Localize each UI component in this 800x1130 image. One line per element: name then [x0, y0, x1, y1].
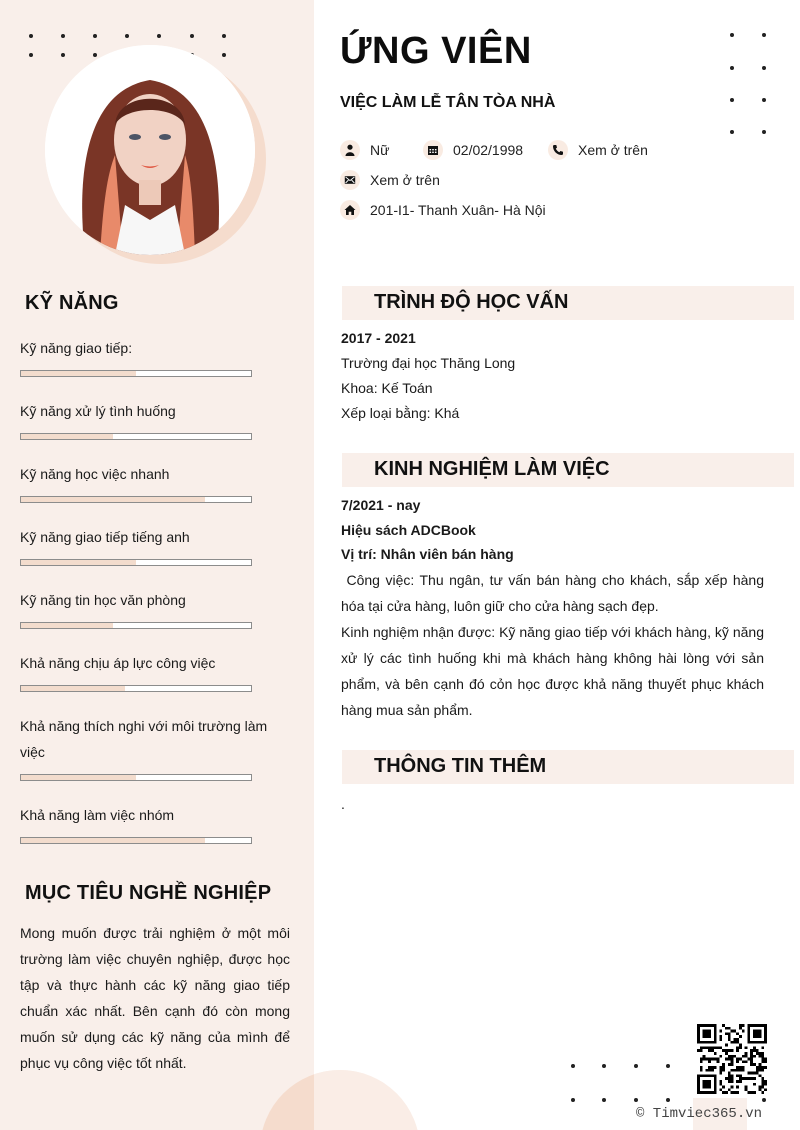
skill-item	[20, 587, 280, 629]
candidate-name: ỨNG VIÊN	[340, 30, 532, 72]
decorative-dot	[125, 34, 129, 38]
skill-label: Khả năng làm việc nhóm	[20, 807, 175, 823]
address-value: 201-I1- Thanh Xuân- Hà Nội	[370, 202, 546, 218]
skill-progress-bar	[20, 622, 252, 629]
experience-learned: Kinh nghiệm nhận được: Kỹ năng giao tiếp với khách hàng, kỹ năng xử lý các tình huống khi mà khách hàng không hài lòng với sản phẩm, và bên cạnh đó cỏn học được khả năng thuyết phục khách hàng mua sản phẩm.	[341, 623, 764, 718]
skill-progress-bar	[20, 496, 252, 503]
calendar-icon	[423, 140, 443, 160]
decorative-dot	[93, 53, 97, 57]
mail-icon	[340, 170, 360, 190]
decorative-dot	[571, 1098, 575, 1102]
decorative-dot	[190, 34, 194, 38]
skill-item	[20, 802, 280, 844]
skill-progress-fill	[21, 686, 125, 691]
skill-progress-bar	[20, 433, 252, 440]
home-icon	[340, 200, 360, 220]
skill-label: Kỹ năng giao tiếp:	[20, 340, 133, 356]
decorative-dot	[29, 34, 33, 38]
user-icon	[340, 140, 360, 160]
contact-gender	[340, 140, 389, 160]
decorative-dot	[29, 53, 33, 57]
skill-label: Kỹ năng giao tiếp tiếng anh	[20, 529, 190, 545]
skill-progress-bar	[20, 559, 252, 566]
gender-value: Nữ	[370, 142, 390, 158]
decorative-dot	[222, 34, 226, 38]
experience-company: Hiệu sách ADCBook	[341, 521, 476, 538]
email-value: Xem ở trên	[370, 172, 440, 188]
additional-text: .	[341, 796, 345, 812]
education-faculty: Khoa: Kế Toán	[341, 380, 433, 396]
skill-item	[20, 713, 280, 781]
additional-header	[342, 750, 794, 784]
phone-icon	[548, 140, 568, 160]
contact-phone	[548, 140, 648, 160]
skill-progress-fill	[21, 560, 136, 565]
decorative-dot	[762, 33, 766, 37]
decorative-dot	[634, 1098, 638, 1102]
decorative-dot	[602, 1064, 606, 1068]
decorative-dot	[730, 98, 734, 102]
job-title: VIỆC LÀM LỄ TÂN TÒA NHÀ	[340, 94, 556, 111]
skill-progress-fill	[21, 623, 113, 628]
skill-progress-bar	[20, 774, 252, 781]
qr-code[interactable]	[697, 1024, 767, 1094]
objective-text: Mong muốn được trải nghiệm ở một môi trường làm việc chuyên nghiệp, được học tập và thực hành các kỹ năng giao tiếp chuẩn xác nhất. Bên cạnh đó còn mong muốn sử dụng các kỹ năng của mình để phục vụ công việc tốt nhất.	[20, 925, 290, 1071]
phone-value: Xem ở trên	[578, 142, 648, 158]
copyright-text: © Timviec365.vn	[636, 1106, 763, 1122]
skill-label: Kỹ năng tin học văn phòng	[20, 592, 186, 608]
skill-progress-fill	[21, 775, 136, 780]
qr-code-image	[697, 1024, 767, 1094]
decorative-dot	[762, 66, 766, 70]
decorative-dot	[571, 1064, 575, 1068]
decorative-dot	[730, 33, 734, 37]
skill-label: Khả năng chịu áp lực công việc	[20, 655, 216, 671]
experience-position: Vị trí: Nhân viên bán hàng	[341, 546, 514, 562]
contact-email	[340, 170, 440, 190]
experience-duties: Công việc: Thu ngân, tư vấn bán hàng cho khách, sắp xếp hàng hóa tại cửa hàng, luôn giữ cho cửa hàng sạch đẹp.	[341, 571, 768, 614]
decorative-dot	[222, 53, 226, 57]
decorative-dot	[762, 130, 766, 134]
experience-content	[341, 493, 768, 723]
education-content	[341, 326, 764, 426]
decorative-dot	[61, 34, 65, 38]
objective-title: MỤC TIÊU NGHỀ NGHIỆP	[25, 882, 272, 904]
skill-item	[20, 335, 280, 377]
education-grade: Xếp loại bằng: Khá	[341, 405, 460, 421]
decorative-dot	[634, 1064, 638, 1068]
skill-progress-fill	[21, 434, 113, 439]
contact-address	[340, 200, 546, 220]
education-period: 2017 - 2021	[341, 330, 416, 346]
skills-title: KỸ NĂNG	[25, 292, 119, 314]
decorative-dot	[61, 53, 65, 57]
decorative-dot	[730, 66, 734, 70]
skill-item	[20, 398, 280, 440]
education-header	[342, 286, 794, 320]
skill-progress-bar	[20, 685, 252, 692]
skill-label: Kỹ năng học việc nhanh	[20, 466, 170, 482]
skill-progress-fill	[21, 838, 205, 843]
skill-label: Khả năng thích nghi với môi trường làm việc	[20, 718, 268, 760]
skill-item	[20, 524, 280, 566]
education-school: Trường đại học Thăng Long	[341, 355, 516, 371]
education-title: TRÌNH ĐỘ HỌC VẤN	[374, 291, 569, 313]
sidebar	[0, 0, 314, 1130]
experience-header	[342, 453, 794, 487]
experience-period: 7/2021 - nay	[341, 497, 421, 513]
skill-progress-fill	[21, 497, 205, 502]
decorative-dot	[666, 1064, 670, 1068]
portrait-image	[45, 45, 255, 255]
skill-progress-bar	[20, 837, 252, 844]
birthday-value: 02/02/1998	[453, 142, 524, 158]
avatar	[45, 45, 255, 255]
skill-progress-bar	[20, 370, 252, 377]
experience-title: KINH NGHIỆM LÀM VIỆC	[374, 458, 610, 480]
decorative-dot	[602, 1098, 606, 1102]
skill-progress-fill	[21, 371, 136, 376]
skill-item	[20, 461, 280, 503]
skill-item	[20, 650, 280, 692]
decorative-dot	[762, 98, 766, 102]
decorative-dot	[762, 1098, 766, 1102]
decorative-dot	[157, 34, 161, 38]
decorative-dot	[666, 1098, 670, 1102]
additional-title: THÔNG TIN THÊM	[374, 755, 547, 777]
decorative-dot	[93, 34, 97, 38]
contact-birthday	[423, 140, 523, 160]
skill-label: Kỹ năng xử lý tình huống	[20, 403, 176, 419]
decorative-dot	[730, 130, 734, 134]
